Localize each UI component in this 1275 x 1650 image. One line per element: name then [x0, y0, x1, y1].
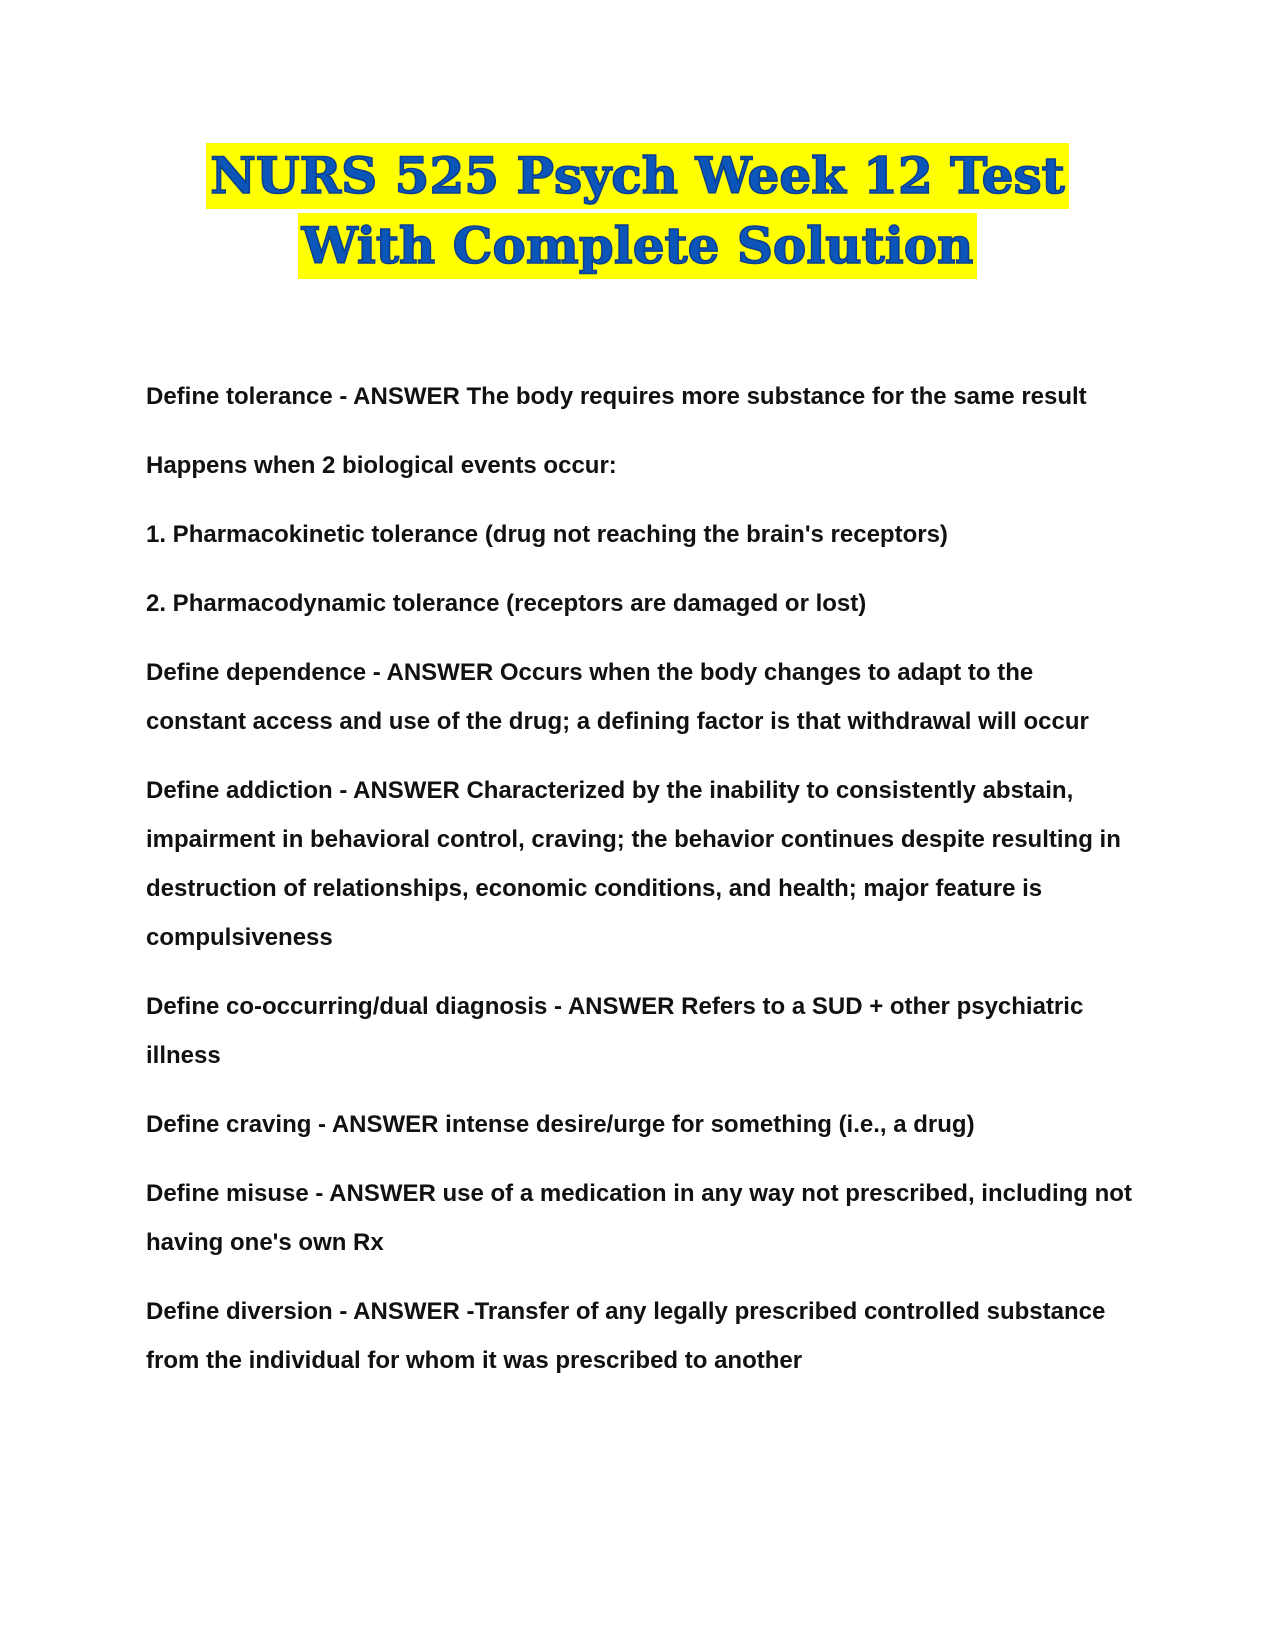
document-body [146, 372, 1136, 1405]
paragraph-diversion: Define diversion - ANSWER -Transfer of any legally prescribed controlled substance from the individual for whom it was prescribed to another [146, 1298, 1106, 1374]
paragraph-tolerance: Define tolerance - ANSWER The body requires more substance for the same result [146, 383, 1087, 410]
paragraph-addiction: Define addiction - ANSWER Characterized by the inability to consistently abstain, impairment in behavioral control, craving; the behavior continues despite resulting in destruction of relationships, economic conditions, and health; major feature is compulsiveness [146, 777, 1121, 951]
paragraph-pharmacodynamic: 2. Pharmacodynamic tolerance (receptors are damaged or lost) [146, 590, 867, 617]
paragraph-dependence: Define dependence - ANSWER Occurs when the body changes to adapt to the constant access and use of the drug; a defining factor is that withdrawal will occur [146, 659, 1089, 735]
title-line-1: NURS 525 Psych Week 12 Test [206, 143, 1068, 209]
paragraph-misuse: Define misuse - ANSWER use of a medication in any way not prescribed, including not having one's own Rx [146, 1180, 1132, 1256]
paragraph-biological-events: Happens when 2 biological events occur: [146, 452, 617, 479]
title-line-2: With Complete Solution [298, 213, 978, 279]
document-title [0, 143, 1275, 283]
paragraph-dual-diagnosis: Define co-occurring/dual diagnosis - ANSWER Refers to a SUD + other psychiatric illness [146, 993, 1084, 1069]
paragraph-pharmacokinetic: 1. Pharmacokinetic tolerance (drug not reaching the brain's receptors) [146, 521, 948, 548]
paragraph-craving: Define craving - ANSWER intense desire/urge for something (i.e., a drug) [146, 1111, 975, 1138]
